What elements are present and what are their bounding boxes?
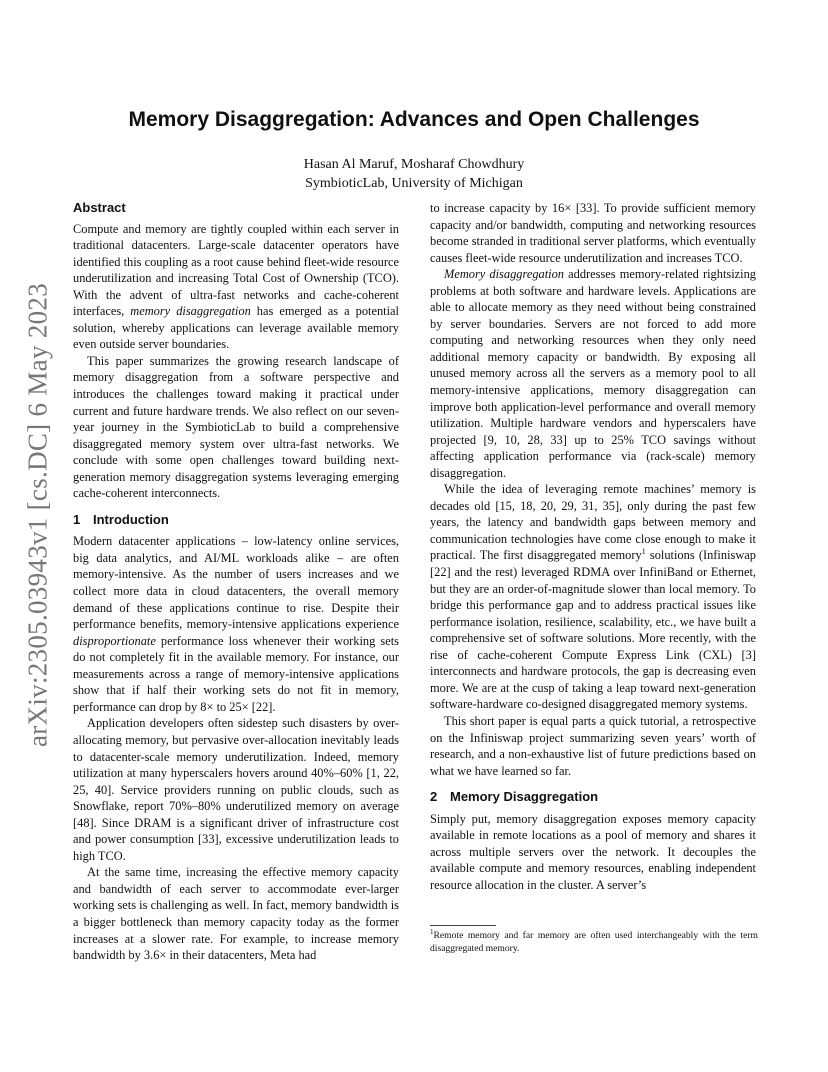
- intro-paragraph-3: At the same time, increasing the effective memory capacity and bandwidth of each server to accommodate ever-larger working sets is challenging as well. In fact, memory bandwidth is a bigger bottleneck than memory capacity today as the former increases at a slower rate. For example, to increase memory bandwidth by 3.6× in their datacenters, Meta had: [73, 865, 399, 963]
- right-column: [430, 200, 756, 893]
- emphasis-memory-disaggregation-2: Memory disaggregation: [444, 267, 564, 282]
- author-block: [0, 155, 828, 193]
- paper-title: Memory Disaggregation: Advances and Open Challenges: [128, 108, 700, 131]
- section-title: Introduction: [93, 511, 169, 527]
- arxiv-sidebar: [18, 280, 58, 750]
- abstract-paragraph-1: Compute and memory are tightly coupled within each server in traditional datacenters. Large-scale datacenter operators have identified this coupling as a root cause behind fleet-wide resource underutilization and increasing Total Cost of Ownership (TCO). With the advent of ultra-fast networks and cache-coherent interfaces, memory disaggregation has emerged as a potential solution, whereby applications can leverage available memory even outside server boundaries.: [73, 221, 399, 352]
- section-2-heading: [430, 789, 756, 806]
- arxiv-identifier: arXiv:2305.03943v1 [cs.DC] 6 May 2023: [22, 282, 53, 748]
- section-number: 1: [73, 511, 81, 527]
- section-1-heading: [73, 512, 399, 529]
- left-column: [73, 200, 399, 964]
- author-affiliation: SymbioticLab, University of Michigan: [305, 176, 523, 191]
- section-title: Memory Disaggregation: [450, 789, 599, 805]
- abstract-paragraph-2: This paper summarizes the growing research landscape of memory disaggregation from a software perspective and introduces the challenges toward making it practical under current and future hardware trends. We also reflect on our seven-year journey in the SymbioticLab to build a comprehensive disaggregated memory system over ultra-fast networks. We conclude with some open challenges toward building next-generation memory disaggregation systems leveraging emerging cache-coherent interconnects.: [73, 353, 399, 501]
- footnote-divider: [430, 925, 496, 926]
- footnote-text: Remote memory and far memory are often used interchangeably with the term disaggregated memory.: [430, 930, 758, 954]
- section-number: 2: [430, 789, 438, 805]
- emphasis-disproportionate: disproportionate: [73, 633, 156, 648]
- intro-paragraph-4: Memory disaggregation addresses memory-related rightsizing problems at both software and hardware levels. Applications are able to allocate memory as they need without being constrained by server boundaries. Servers are not forced to add more computing and networking resources when they only need additional memory capacity or bandwidth. By exposing all unused memory across all the servers as a memory pool to all memory-intensive applications, memory disaggregation can improve both application-level performance and overall memory utilization. Multiple hardware vendors and hyperscalers have projected [9, 10, 28, 33] up to 25% TCO savings without affecting application performance via (rack-scale) memory disaggregation.: [430, 267, 756, 480]
- intro-paragraph-6: This short paper is equal parts a quick tutorial, a retrospective on the Infiniswap project summarizing seven years’ worth of research, and a non-exhaustive list of future predictions based on what we have learned so far.: [430, 713, 756, 778]
- footnote-number: 1: [430, 927, 434, 936]
- section-2-paragraph-1: Simply put, memory disaggregation exposes memory capacity available in remote locations as a pool of memory and shares it across multiple servers over the network. It decouples the available compute and memory resources, enabling independent resource allocation in the cluster. A server’s: [430, 811, 756, 892]
- footnote-marker: 1: [641, 547, 646, 557]
- intro-paragraph-2: Application developers often sidestep such disasters by over-allocating memory, but pervasive over-allocation inevitably leads to datacenter-scale memory underutilization. Indeed, memory utilization at many hyperscalers hovers around 40%–60% [1, 22, 25, 40]. Service providers running on public clouds, such as Snowflake, report 70%–80% underutilized memory on average [48]. Since DRAM is a significant driver of infrastructure cost and power consumption [33], excessive underutilization leads to high TCO.: [73, 716, 399, 863]
- intro-paragraph-3-continued: to increase capacity by 16× [33]. To provide sufficient memory capacity and/or bandwidth, computing and networking resources become stranded in traditional server platforms, which eventually causes fleet-wide resource underutilization and increases TCO.: [430, 201, 756, 265]
- author-names: Hasan Al Maruf, Mosharaf Chowdhury: [303, 157, 525, 172]
- emphasis-memory-disaggregation: memory disaggregation: [130, 304, 251, 319]
- footnote: [430, 929, 758, 955]
- intro-paragraph-1: Modern datacenter applications – low-latency online services, big data analytics, and AI/ML workloads alike – are often memory-intensive. As the number of users increases and we collect more data in cloud datacenters, the overall memory demand of these applications continue to rise. Despite their performance benefits, memory-intensive applications experience disproportionate performance loss whenever their working sets do not completely fit in the available memory. For instance, our measurements across a range of memory-intensive applications show that if half their working sets do not fit in memory, performance can drop by 8× to 25× [22].: [73, 534, 399, 714]
- abstract-heading: Abstract: [73, 200, 126, 215]
- intro-paragraph-5: While the idea of leveraging remote machines’ memory is decades old [15, 18, 20, 29, 31, 35], only during the past few years, the latency and bandwidth gaps between memory and communication technologies have come close enough to make it practical. The first disaggregated memory$^1$ solutions (Infiniswap [22] and the rest) leveraged RDMA over InfiniBand or Ethernet, but they are an order-of-magnitude slower than local memory. To bridge this performance gap and to address practical issues like performance isolation, resilience, scalability, etc., we have built a comprehensive set of software solutions. More recently, with the rise of cache-coherent Compute Express Link (CXL) [3] interconnects and hardware protocols, the gap is decreasing even more. We are at the cusp of taking a leap toward next-generation software-hardware co-designed disaggregated memory systems.: [430, 482, 756, 712]
